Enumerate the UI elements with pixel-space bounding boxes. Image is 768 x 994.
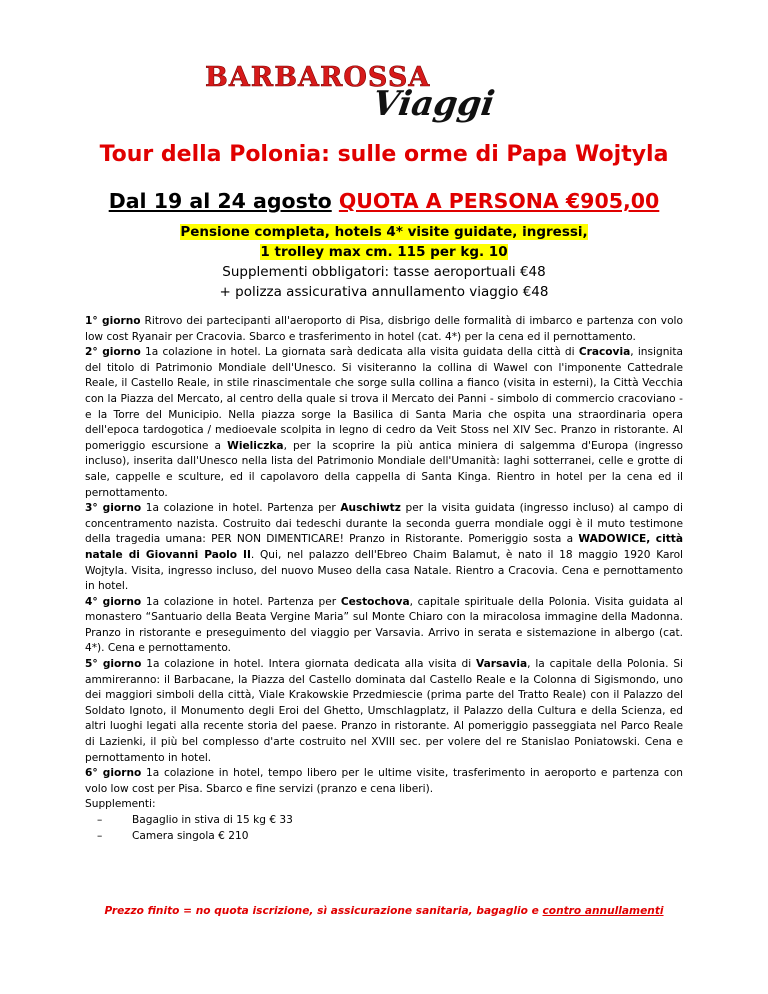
day-1: 1° giorno Ritrovo dei partecipanti all'aeroporto di Pisa, disbrigo delle formalità di imbarco e partenza con volo low cost Ryanair per Cracovia. Sbarco e trasferimento in hotel (cat. 4*) per la cena ed il pernottamento. — [85, 315, 683, 343]
included-services — [0, 222, 768, 262]
day-5: 5° giorno 1a colazione in hotel. Intera giornata dedicata alla visita di Varsavia, la capitale della Polonia. Si ammireranno: il Barbacane, la Piazza del Castello dominata dal Castello Reale e la Colonna di Sigismondo, uno dei maggiori simboli della città, Viale Krakowskie Przedmiescie (prima parte del Tratto Reale) con il Palazzo del Soldato Ignoto, il Monumento degli Eroi del Ghetto, Umschlagplatz, il Palazzo della Cultura e della Scienza, ed altri luoghi legati alla recente storia del paese. Pranzo in ristorante. Al pomeriggio passeggiata nel Parco Reale di Lazienki, il più bel complesso d'arte costruito nel XVIII sec. per volere del re Stanislao Poniatowski. Cena e pernottamento in hotel. — [85, 658, 683, 764]
place-varsavia: Varsavia — [476, 658, 528, 671]
mandatory-supplements — [0, 262, 768, 302]
company-logo — [205, 62, 535, 132]
day-4: 4° giorno 1a colazione in hotel. Partenza per Cestochova, capitale spirituale della Polonia. Visita guidata al monastero “Santuario della Beata Vergine Maria” sul Monte Chiaro con la miracolosa immagine della Madonna. Pranzo in ristorante e preseguimento del viaggio per Varsavia. Arrivo in serata e sistemazione in albergo (cat. 4*). Cena e pernottamento. — [85, 595, 683, 655]
dash-bullet: – — [97, 814, 103, 826]
included-line-1: Pensione completa, hotels 4* visite guidate, ingressi, — [180, 224, 588, 240]
logo-text-barbarossa: BARBAROSSA — [205, 62, 431, 93]
day-3: 3° giorno 1a colazione in hotel. Partenza per Auschiwtz per la visita guidata (ingresso incluso) al campo di concentramento nazista. Costruito dai tedeschi durante la seconda guerra mondiale oggi è il muto testimone della tragedia umana: PER NON DIMENTICARE! Pranzo in Ristorante. Pomeriggio sosta a WADOWICE, città natale di Giovanni Paolo II. Qui, nel palazzo dell'Ebreo Chaim Balamut, è nato il 18 maggio 1920 Karol Wojtyla. Visita, ingresso incluso, del nuovo Museo della casa Natale. Rientro a Cracovia. Cena e pernottamento in hotel. — [85, 502, 683, 593]
day-label: 5° giorno — [85, 658, 142, 671]
day-label: 3° giorno — [85, 502, 142, 515]
logo-text-viaggi: Viaggi — [370, 84, 498, 124]
place-cracovia: Cracovia — [578, 346, 631, 359]
day-label: 2° giorno — [85, 346, 141, 359]
day-2: 2° giorno 1a colazione in hotel. La giornata sarà dedicata alla visita guidata della città di Cracovia, insignita del titolo di Patrimonio Mondiale dell'Unesco. Si visiteranno la collina di Wawel con l'imponente Cattedrale Reale, il Castello Reale, in stile rinascimentale che sorge sulla collina a fianco (visita in esterni), la Città Vecchia con la Piazza del Mercato, al centro della quale si trova il Mercato dei Panni - simbolo di commercio cracoviano - e la Torre del Municipio. Nella piazza sorge la Basilica di Santa Maria che ospita una straordinaria opera dell'epoca tardogotica / medioevale scolpita in legno di cedro da Veit Stoss nel XIV Sec. Pranzo in ristorante. Al pomeriggio escursione a Wieliczka, per la scoprire la più antica miniera di salgemma d'Europa (ingresso incluso), inserita dall'Unesco nella lista del Patrimonio Mondiale dell'Umanità: laghi sotterranei, celle e grotte di sale, cappelle e sculture, ed il capolavoro della cappella di Santa Kinga. Rientro in hotel per la cena ed il pernottamento. — [85, 346, 683, 499]
dash-bullet: – — [97, 829, 103, 842]
date-range: Dal 19 al 24 agosto — [108, 189, 332, 213]
underlined-text: contro annullamenti — [542, 905, 664, 917]
place-cestochova: Cestochova — [340, 595, 410, 608]
tour-title: Tour della Polonia: sulle orme di Papa Wojtyla — [99, 142, 669, 167]
dates-line — [0, 189, 768, 213]
list-item: – Camera singola € 210 — [85, 829, 683, 845]
day-label: 1° giorno — [85, 315, 141, 327]
mandatory-supplement-line-1: Supplementi obbligatori: tasse aeroportuali €48 — [222, 264, 546, 280]
itinerary — [85, 314, 683, 844]
price-footer: Prezzo finito = no quota iscrizione, sì assicurazione sanitaria, bagaglio e contro annullamenti — [104, 905, 664, 917]
place-wadowice: WADOWICE, città natale di Giovanni Paolo II — [85, 533, 683, 561]
price-quota: QUOTA A PERSONA €905,00 — [338, 189, 660, 213]
place-auschwitz: Auschiwtz — [340, 502, 401, 515]
place-wieliczka: Wieliczka — [227, 439, 284, 452]
supplements-heading: Supplementi: — [85, 798, 156, 811]
supplements-list — [85, 813, 683, 844]
day-label: 6° giorno — [85, 767, 142, 780]
included-line-2: 1 trolley max cm. 115 per kg. 10 — [260, 244, 508, 260]
mandatory-supplement-line-2: + polizza assicurativa annullamento viaggio €48 — [219, 284, 549, 300]
day-label: 4° giorno — [85, 595, 142, 608]
list-item: – Bagaglio in stiva di 15 kg € 33 — [85, 813, 683, 829]
day-6: 6° giorno 1a colazione in hotel, tempo libero per le ultime visite, trasferimento in aeroporto e partenza con volo low cost per Pisa. Sbarco e fine servizi (pranzo e cena liberi). — [85, 767, 683, 795]
